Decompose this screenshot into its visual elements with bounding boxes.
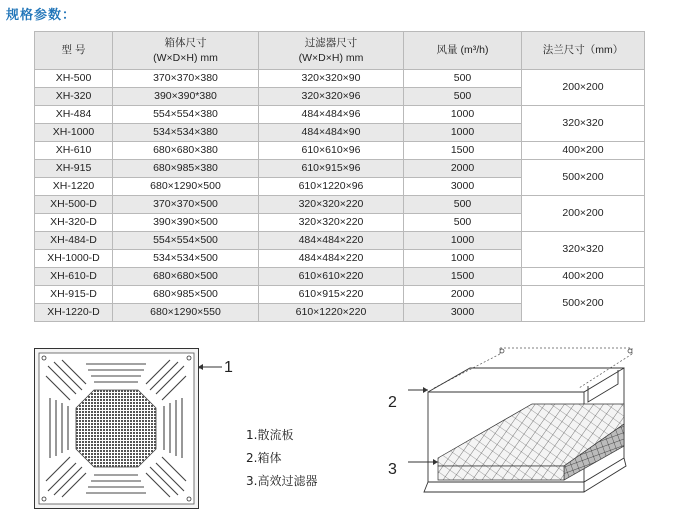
cell-airflow: 500	[404, 70, 522, 88]
cell-filter: 484×484×220	[259, 232, 404, 250]
cell-model: XH-915-D	[35, 286, 113, 304]
table-row	[35, 268, 645, 286]
header-box-size: 箱体尺寸 (W×D×H) mm	[113, 32, 259, 70]
cell-filter: 610×1220×220	[259, 304, 404, 322]
cell-model: XH-500-D	[35, 196, 113, 214]
cell-model: XH-610	[35, 142, 113, 160]
cell-filter: 610×610×96	[259, 142, 404, 160]
cell-airflow: 500	[404, 88, 522, 106]
callout-number-1: 1	[224, 359, 233, 376]
table-row	[35, 70, 645, 88]
cell-flange: 400×200	[522, 142, 645, 160]
cell-filter: 610×915×220	[259, 286, 404, 304]
cell-filter: 610×915×96	[259, 160, 404, 178]
cell-airflow: 1500	[404, 142, 522, 160]
section-title: 规格参数：	[6, 8, 77, 23]
cell-filter: 320×320×220	[259, 196, 404, 214]
callout-number-3: 3	[388, 461, 397, 478]
cell-box: 680×1290×550	[113, 304, 259, 322]
cell-flange: 400×200	[522, 268, 645, 286]
cell-box: 680×680×380	[113, 142, 259, 160]
cell-box: 554×554×380	[113, 106, 259, 124]
cell-model: XH-1000	[35, 124, 113, 142]
cell-box: 680×680×500	[113, 268, 259, 286]
legend-item: 1.散流板	[246, 428, 294, 442]
legend-item: 3.高效过滤器	[246, 474, 318, 488]
cell-model: XH-320	[35, 88, 113, 106]
cell-model: XH-610-D	[35, 268, 113, 286]
callout-line-1	[196, 360, 224, 374]
header-flange-size: 法兰尺寸（mm）	[522, 32, 645, 70]
cell-box: 390×390×500	[113, 214, 259, 232]
cell-filter: 484×484×96	[259, 106, 404, 124]
header-airflow: 风量 (m³/h)	[404, 32, 522, 70]
table-row	[35, 142, 645, 160]
cell-flange: 500×200	[522, 286, 645, 322]
cell-model: XH-1000-D	[35, 250, 113, 268]
header-filter-size: 过滤器尺寸 (W×D×H) mm	[259, 32, 404, 70]
cell-box: 680×985×380	[113, 160, 259, 178]
legend-item: 2.箱体	[246, 451, 282, 465]
cell-model: XH-915	[35, 160, 113, 178]
cell-box: 680×985×500	[113, 286, 259, 304]
cell-box: 534×534×380	[113, 124, 259, 142]
table-row	[35, 232, 645, 250]
cell-airflow: 1000	[404, 106, 522, 124]
cell-box: 534×534×500	[113, 250, 259, 268]
cell-airflow: 1500	[404, 268, 522, 286]
legend	[246, 424, 317, 493]
table-header-row	[35, 32, 645, 70]
cell-filter: 484×484×220	[259, 250, 404, 268]
cell-filter: 484×484×90	[259, 124, 404, 142]
diffuser-plate-drawing	[34, 348, 204, 511]
cell-model: XH-484-D	[35, 232, 113, 250]
cell-airflow: 3000	[404, 304, 522, 322]
cell-airflow: 500	[404, 214, 522, 232]
cell-flange: 320×320	[522, 106, 645, 142]
cell-airflow: 2000	[404, 160, 522, 178]
cell-airflow: 3000	[404, 178, 522, 196]
cell-filter: 610×610×220	[259, 268, 404, 286]
spec-table	[34, 31, 645, 322]
cell-model: XH-1220-D	[35, 304, 113, 322]
cell-model: XH-500	[35, 70, 113, 88]
cell-airflow: 2000	[404, 286, 522, 304]
table-row	[35, 196, 645, 214]
box-filter-drawing	[404, 340, 634, 505]
cell-flange: 200×200	[522, 70, 645, 106]
cell-box: 554×554×500	[113, 232, 259, 250]
table-row	[35, 286, 645, 304]
cell-filter: 610×1220×96	[259, 178, 404, 196]
cell-flange: 200×200	[522, 196, 645, 232]
cell-filter: 320×320×220	[259, 214, 404, 232]
cell-box: 390×390*380	[113, 88, 259, 106]
cell-model: XH-320-D	[35, 214, 113, 232]
cell-airflow: 1000	[404, 124, 522, 142]
cell-flange: 320×320	[522, 232, 645, 268]
cell-airflow: 500	[404, 196, 522, 214]
cell-flange: 500×200	[522, 160, 645, 196]
cell-filter: 320×320×96	[259, 88, 404, 106]
cell-model: XH-1220	[35, 178, 113, 196]
cell-airflow: 1000	[404, 232, 522, 250]
cell-box: 370×370×500	[113, 196, 259, 214]
cell-box: 680×1290×500	[113, 178, 259, 196]
table-row	[35, 106, 645, 124]
callout-number-2: 2	[388, 394, 397, 411]
cell-model: XH-484	[35, 106, 113, 124]
cell-box: 370×370×380	[113, 70, 259, 88]
table-row	[35, 160, 645, 178]
header-model: 型 号	[35, 32, 113, 70]
cell-airflow: 1000	[404, 250, 522, 268]
cell-filter: 320×320×90	[259, 70, 404, 88]
